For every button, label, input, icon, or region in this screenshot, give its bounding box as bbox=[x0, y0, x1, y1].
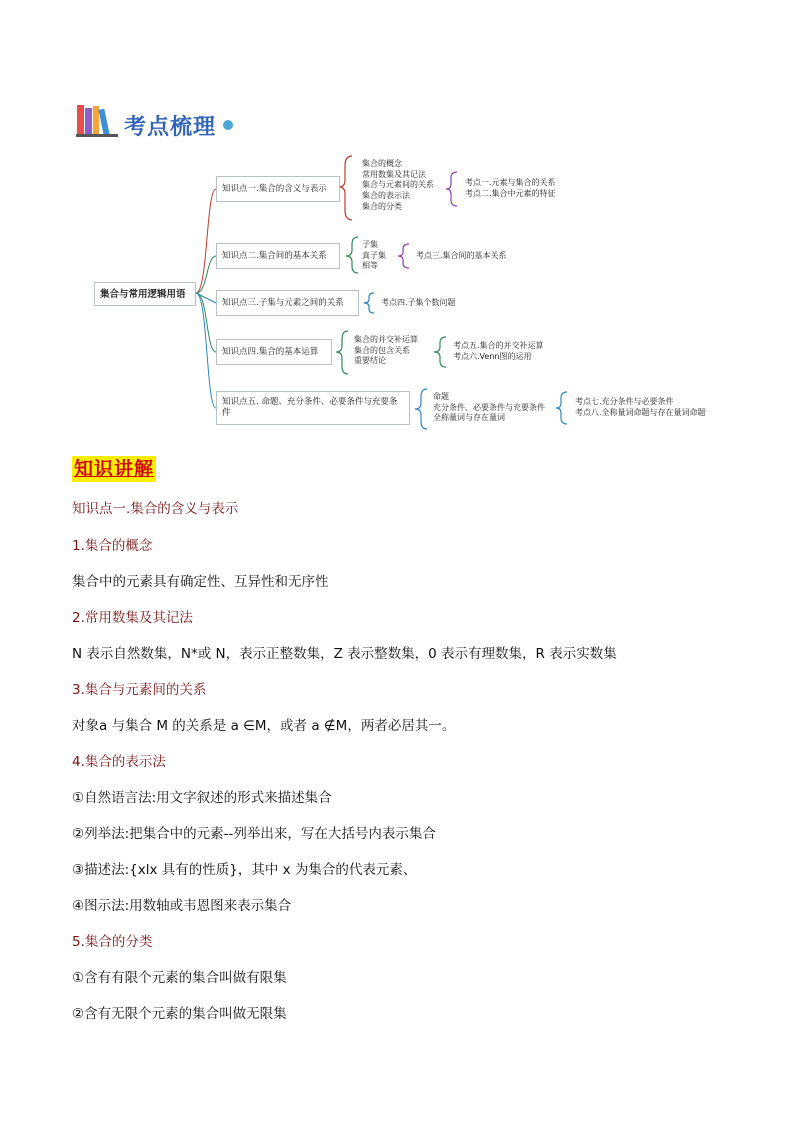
branch-1-points bbox=[465, 178, 556, 199]
subheading: 3.集合与元素间的关系 bbox=[72, 682, 207, 698]
subheading: 5.集合的分类 bbox=[72, 934, 153, 950]
section-heading: 知识讲解 bbox=[74, 458, 155, 480]
branch-label: 知识点四.集合的基本运算 bbox=[222, 346, 319, 357]
subheading: 知识点一.集合的含义与表示 bbox=[72, 501, 239, 517]
list-item: 考点二.集合中元素的特征 bbox=[465, 188, 556, 198]
branch-3-points bbox=[381, 298, 456, 309]
paragraph: 集合中的元素具有确定性、互异性和无序性 bbox=[72, 574, 329, 590]
paragraph: N 表示自然数集，N*或 N，表示正整数集，Z 表示整数集，0 表示有理数集，R 表示实数集 bbox=[72, 646, 617, 662]
list-item: 考点四.子集个数问题 bbox=[381, 298, 456, 307]
list-item: 命题 bbox=[433, 392, 449, 401]
list-item: 考点七.充分条件与必要条件 bbox=[575, 397, 674, 406]
branch-4-points bbox=[453, 341, 544, 362]
mindmap-branch-2 bbox=[216, 243, 340, 269]
mindmap-branch-5 bbox=[216, 391, 410, 425]
list-item: 考点八.全称量词命题与存在量词命题 bbox=[575, 407, 706, 417]
list-item: 集合与元素间的关系 bbox=[362, 180, 434, 190]
list-item: 集合的包含关系 bbox=[354, 345, 410, 355]
branch-5-points bbox=[575, 397, 706, 418]
mindmap-root bbox=[94, 282, 196, 306]
list-item: 集合的表示法 bbox=[362, 191, 410, 201]
list-item: 集合的概念 bbox=[362, 159, 402, 168]
paragraph: ②列举法:把集合中的元素--列举出来，写在大括号内表示集合 bbox=[72, 826, 436, 842]
list-item: 常用数集及其记法 bbox=[362, 169, 426, 179]
branch-label: 知识点二.集合间的基本关系 bbox=[222, 250, 327, 261]
branch-label: 知识点五. 命题、充分条件、必要条件与充要条件 bbox=[222, 397, 398, 418]
list-item: 考点五.集合的并交补运算 bbox=[453, 341, 544, 350]
subheading: 1.集合的概念 bbox=[72, 538, 153, 554]
branch-5-items bbox=[433, 392, 545, 424]
paragraph: ①自然语言法:用文字叙述的形式来描述集合 bbox=[72, 790, 332, 806]
branch-label: 知识点一.集合的含义与表示 bbox=[222, 183, 327, 194]
paragraph: ②含有无限个元素的集合叫做无限集 bbox=[72, 1006, 287, 1022]
list-item: 真子集 bbox=[362, 250, 386, 260]
list-item: 重要结论 bbox=[354, 356, 386, 366]
subheading: 4.集合的表示法 bbox=[72, 754, 166, 770]
branch-4-items bbox=[354, 335, 418, 367]
list-item: 集合的并交补运算 bbox=[354, 335, 418, 344]
branch-2-points bbox=[416, 251, 507, 262]
paragraph: ①含有有限个元素的集合叫做有限集 bbox=[72, 970, 287, 986]
list-item: 全称量词与存在量词 bbox=[433, 413, 505, 423]
header-title: 考点梳理 bbox=[124, 115, 217, 140]
list-item: 考点六.Venn图的运用 bbox=[453, 351, 532, 361]
paragraph: ④图示法:用数轴或韦恩图来表示集合 bbox=[72, 898, 292, 914]
mindmap-branch-4 bbox=[216, 339, 332, 365]
branch-1-items bbox=[362, 159, 434, 213]
mindmap-root-label: 集合与常用逻辑用语 bbox=[100, 288, 186, 300]
subheading: 2.常用数集及其记法 bbox=[72, 610, 193, 626]
mindmap-branch-3 bbox=[216, 290, 359, 316]
list-item: 相等 bbox=[362, 261, 378, 271]
branch-2-items bbox=[362, 240, 386, 272]
list-item: 充分条件、必要条件与充要条件 bbox=[433, 402, 545, 412]
branch-label: 知识点三.子集与元素之间的关系 bbox=[222, 297, 344, 308]
paragraph: 对象a 与集合 M 的关系是 a ∈M，或者 a ∉M，两者必居其一。 bbox=[72, 718, 456, 734]
list-item: 集合的分类 bbox=[362, 201, 402, 211]
list-item: 子集 bbox=[362, 240, 378, 249]
list-item: 考点一.元素与集合的关系 bbox=[465, 178, 556, 187]
mindmap-branch-1 bbox=[216, 176, 340, 202]
list-item: 考点三.集合间的基本关系 bbox=[416, 251, 507, 260]
paragraph: ③描述法:{xlx 具有的性质}，其中 x 为集合的代表元素、 bbox=[72, 862, 417, 878]
